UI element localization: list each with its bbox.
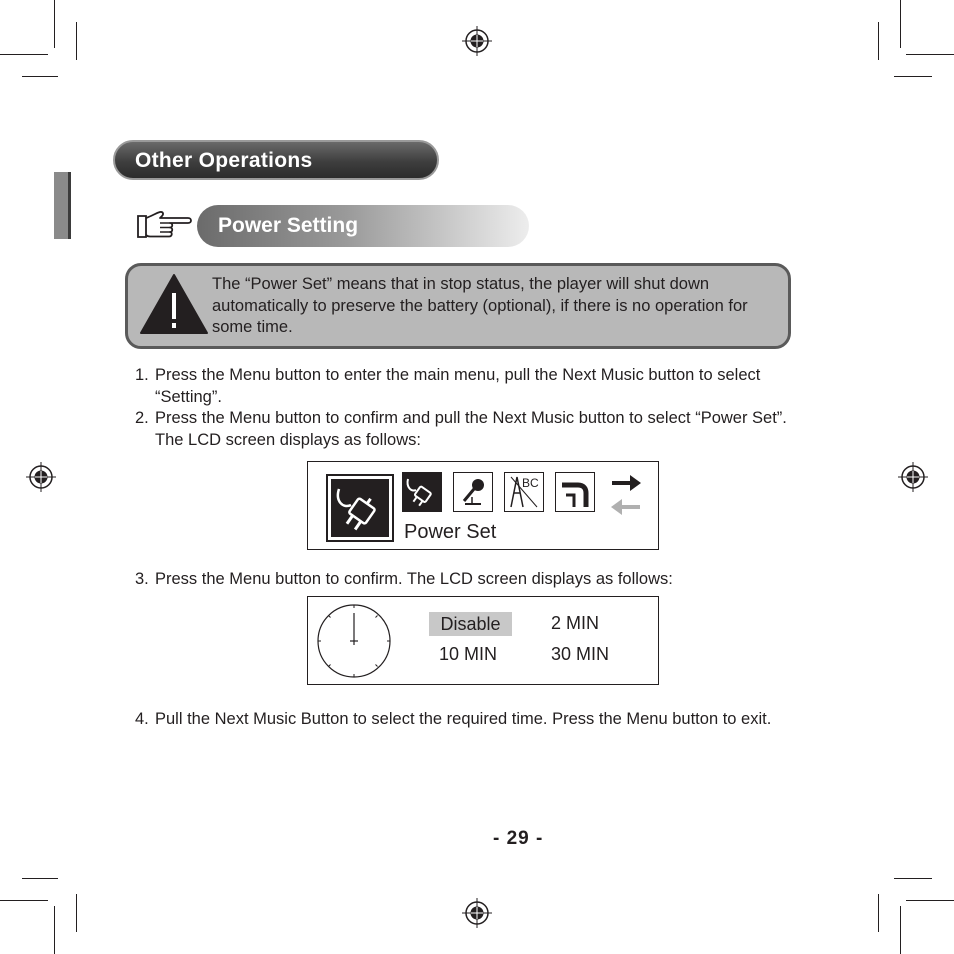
clock-icon — [316, 603, 392, 679]
crop-mark — [906, 54, 954, 55]
subsection-title: Power Setting — [218, 214, 359, 237]
registration-mark-icon — [462, 26, 492, 56]
crop-mark — [0, 900, 48, 901]
option-10-min[interactable]: 10 MIN — [439, 644, 498, 664]
crop-mark — [54, 0, 55, 48]
lcd-screen-power-set-options — [307, 596, 659, 685]
registration-mark-icon — [898, 462, 928, 492]
step-text: Pull the Next Music Button to select the required time. Press the Menu button to exit. — [155, 710, 772, 728]
crop-mark — [900, 906, 901, 954]
option-2-min[interactable]: 2 MIN — [551, 613, 600, 633]
crop-mark — [878, 22, 879, 60]
crop-mark — [22, 76, 58, 77]
crop-mark — [878, 894, 879, 932]
lcd-screen-settings-menu — [307, 461, 659, 550]
option-30-min[interactable]: 30 MIN — [551, 644, 610, 664]
return-arrow-icon — [555, 472, 595, 512]
warning-note-text: The “Power Set” means that in stop status, the player will shut down automatically to preserve the battery (optional), if there is no operation for some time. — [212, 275, 748, 336]
crop-mark — [906, 900, 954, 901]
lcd-menu-label: Power Set — [404, 521, 497, 543]
pointing-hand-icon — [136, 210, 194, 242]
step-text: Press the Menu button to confirm and pull the Next Music button to select “Power Set”. The LCD screen displays as follows: — [155, 409, 787, 449]
power-plug-icon — [326, 474, 394, 542]
section-title: Other Operations — [135, 149, 313, 172]
next-prev-arrows-icon — [608, 472, 644, 518]
crop-mark — [54, 906, 55, 954]
registration-mark-icon — [26, 462, 56, 492]
subsection-header — [197, 205, 529, 247]
chapter-side-tab — [54, 172, 71, 239]
crop-mark — [894, 76, 932, 77]
registration-mark-icon — [462, 898, 492, 928]
step-number: 2. — [135, 409, 149, 427]
warning-exclamation-icon — [139, 273, 209, 335]
step-number: 4. — [135, 710, 149, 728]
crop-mark — [76, 894, 77, 932]
page-number: - 29 - — [493, 828, 544, 849]
microphone-icon — [453, 472, 493, 512]
abc-language-icon — [504, 472, 544, 512]
crop-mark — [22, 878, 58, 879]
power-plug-small-icon — [402, 472, 442, 512]
crop-mark — [894, 878, 932, 879]
option-disable-selected[interactable]: Disable — [429, 612, 512, 636]
section-header — [113, 140, 439, 180]
step-number: 3. — [135, 570, 149, 588]
crop-mark — [900, 0, 901, 48]
step-text: Press the Menu button to confirm. The LCD screen displays as follows: — [155, 570, 673, 588]
step-text: Press the Menu button to enter the main menu, pull the Next Music button to select “Setting”. — [155, 366, 761, 406]
step-number: 1. — [135, 366, 149, 384]
crop-mark — [0, 54, 48, 55]
svg-text:BC: BC — [522, 476, 539, 490]
crop-mark — [76, 22, 77, 60]
